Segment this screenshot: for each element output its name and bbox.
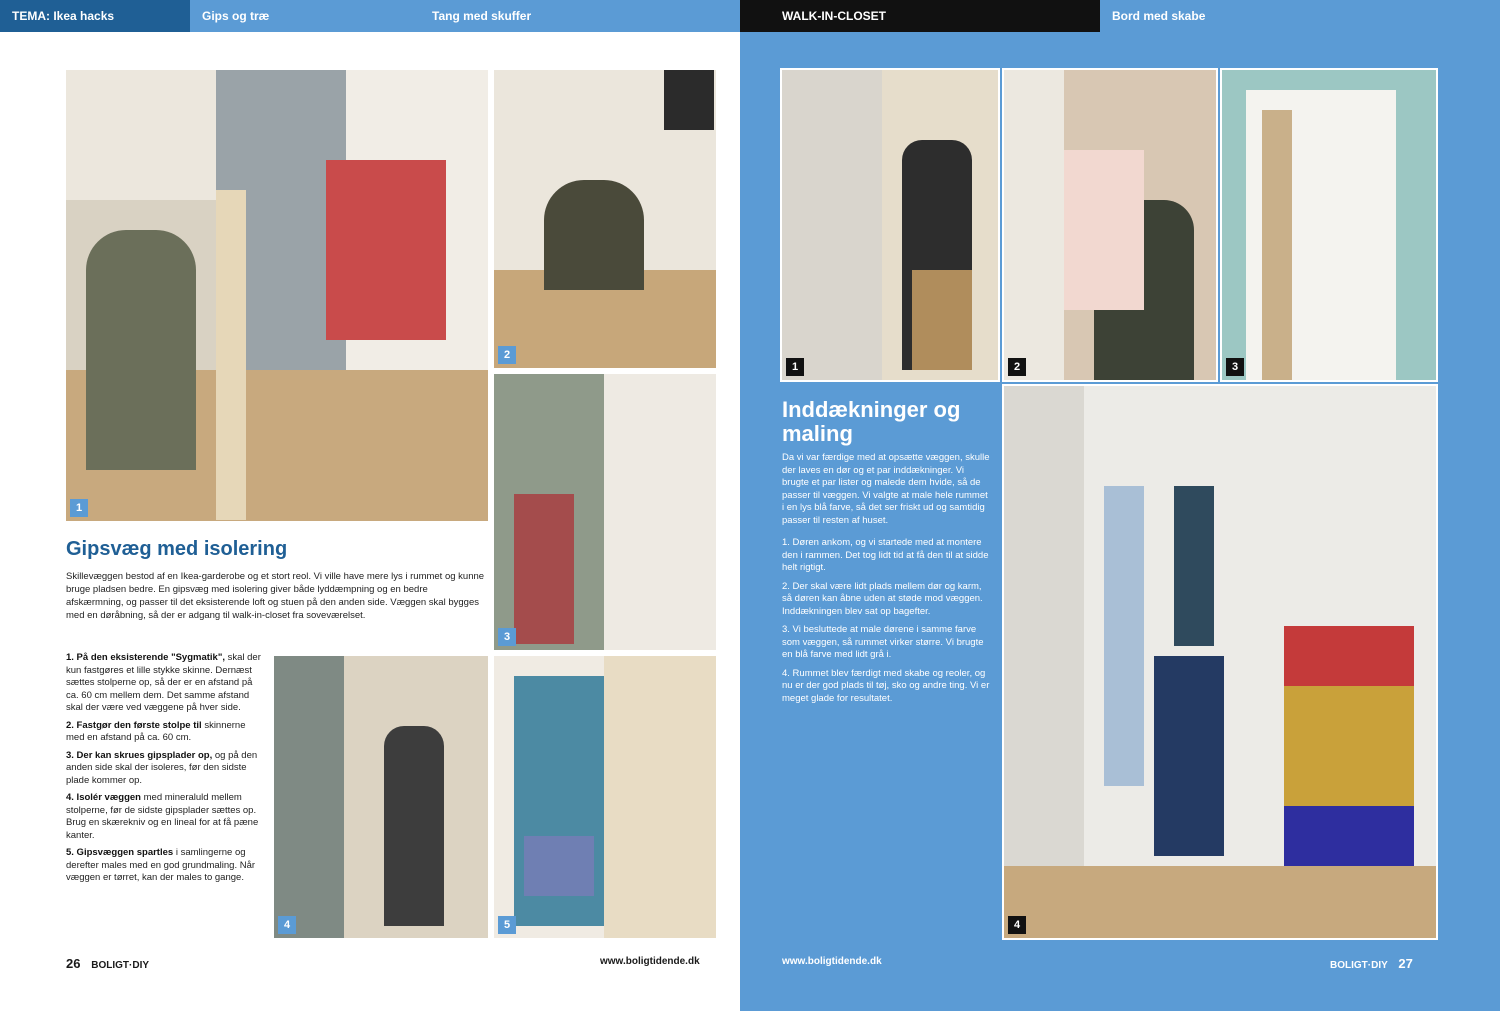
- photo-number: 3: [1226, 358, 1244, 376]
- left-footer-url[interactable]: www.boligtidende.dk: [600, 956, 700, 967]
- left-page-number: 26: [66, 956, 81, 971]
- right-magazine-name: BOLIGT·DIY: [1330, 960, 1388, 971]
- right-page-number: 27: [1398, 956, 1413, 971]
- right-article-heading: Inddækninger og maling: [782, 397, 961, 446]
- photo-number: 4: [278, 916, 296, 934]
- photo-number: 1: [786, 358, 804, 376]
- step-item: 2. Fastgør den første stolpe til skinnerne med en afstand på ca. 60 cm.: [66, 719, 246, 743]
- photo-right-2: [1002, 68, 1218, 382]
- photo-right-4: [1002, 384, 1438, 940]
- right-article-body: [782, 452, 992, 711]
- step-item: 1. På den eksisterende "Sygmatik", skal der kun fastgøres et lille stykke skinne. Dernæst sættes stolperne op, så der er en afstand på ca. 60 cm mellem dem. Det samme afstand skal der være ved væggene på hver side.: [66, 652, 261, 713]
- step-item: 3. Der kan skrues gipsplader op, og på den anden side skal der isoleres, før den sidste plade kommer op.: [66, 749, 258, 786]
- photo-right-3: [1220, 68, 1438, 382]
- right-footer: [1330, 956, 1413, 971]
- photo-number: 4: [1008, 916, 1026, 934]
- photo-number: 2: [1008, 358, 1026, 376]
- photo-left-1: [64, 68, 490, 523]
- steps-column: [66, 652, 266, 890]
- right-article-item: 4. Rummet blev færdigt med skabe og reoler, og nu er der god plads til tøj, sko og andre ting. Vi er meget glade for resultatet.: [782, 667, 990, 704]
- left-header-bar: [0, 0, 740, 32]
- photo-left-2: [492, 68, 718, 370]
- photo-left-5: [492, 654, 718, 940]
- right-article-item: 2. Der skal være lidt plads mellem dør og karm, så døren kan åbne uden at støde mod væggen. Inddækningen blev sat op bagefter.: [782, 580, 983, 617]
- left-footer: [66, 956, 149, 971]
- right-header-bar: [740, 0, 1500, 32]
- left-magazine-name: BOLIGT·DIY: [91, 960, 150, 971]
- right-article-intro: Da vi var færdige med at opsætte væggen, skulle der laves en dør og et par inddækninger. Vi brugte et par lister og malede dem hvide, så de passer til væggen. Vi valgte at male hele rummet i en lys blå farve, så det ser friskt ud og samtidig passer til resten af huset.: [782, 452, 990, 526]
- photo-number: 2: [498, 346, 516, 364]
- tab-tang[interactable]: Tang med skuffer: [432, 9, 532, 23]
- photo-number: 1: [70, 499, 88, 517]
- right-article-item: 1. Døren ankom, og vi startede med at montere den i rammen. Det tog lidt tid at få den til at sidde helt rigtigt.: [782, 537, 989, 573]
- article-heading: Gipsvæg med isolering: [66, 538, 288, 560]
- step-item: 5. Gipsvæggen spartles i samlingerne og derefter males med en god grundmaling. Når væggen er tørret, kan der males to gange.: [66, 847, 256, 883]
- right-article-item: 3. Vi besluttede at male dørene i samme farve som væggen, så rummet virker større. Vi brugte en blå farve med lidt grå i.: [782, 624, 984, 660]
- step-item: 4. Isolér væggen med mineraluld mellem stolperne, før de sidste gipsplader sættes op. Brug en skærekniv og en lineal for at få pæne kanter.: [66, 792, 259, 841]
- photo-number: 5: [498, 916, 516, 934]
- tab-walk-in-closet[interactable]: WALK-IN-CLOSET: [740, 0, 1100, 32]
- photo-right-1: [780, 68, 1000, 382]
- article-intro: Skillevæggen bestod af en Ikea-garderobe og et stort reol. Vi ville have mere lys i rummet og kunne bruge pladsen bedre. En gipsvæg med isolering giver både lyddæmpning og en bedre afskærmning, og passer til det eksisterende loft og stuen på den anden side. Væggen skal bygges med en døråbning, så der er adgang til walk-in-closet fra soveværelset.: [66, 571, 485, 621]
- photo-number: 3: [498, 628, 516, 646]
- tab-bord-med-skabe[interactable]: Bord med skabe: [1112, 9, 1206, 23]
- photo-left-4: [272, 654, 490, 940]
- tab-gips[interactable]: Gips og træ: [202, 9, 270, 23]
- right-footer-url[interactable]: www.boligtidende.dk: [782, 956, 882, 967]
- tab-theme[interactable]: TEMA: Ikea hacks: [0, 0, 190, 32]
- photo-left-3: [492, 372, 718, 652]
